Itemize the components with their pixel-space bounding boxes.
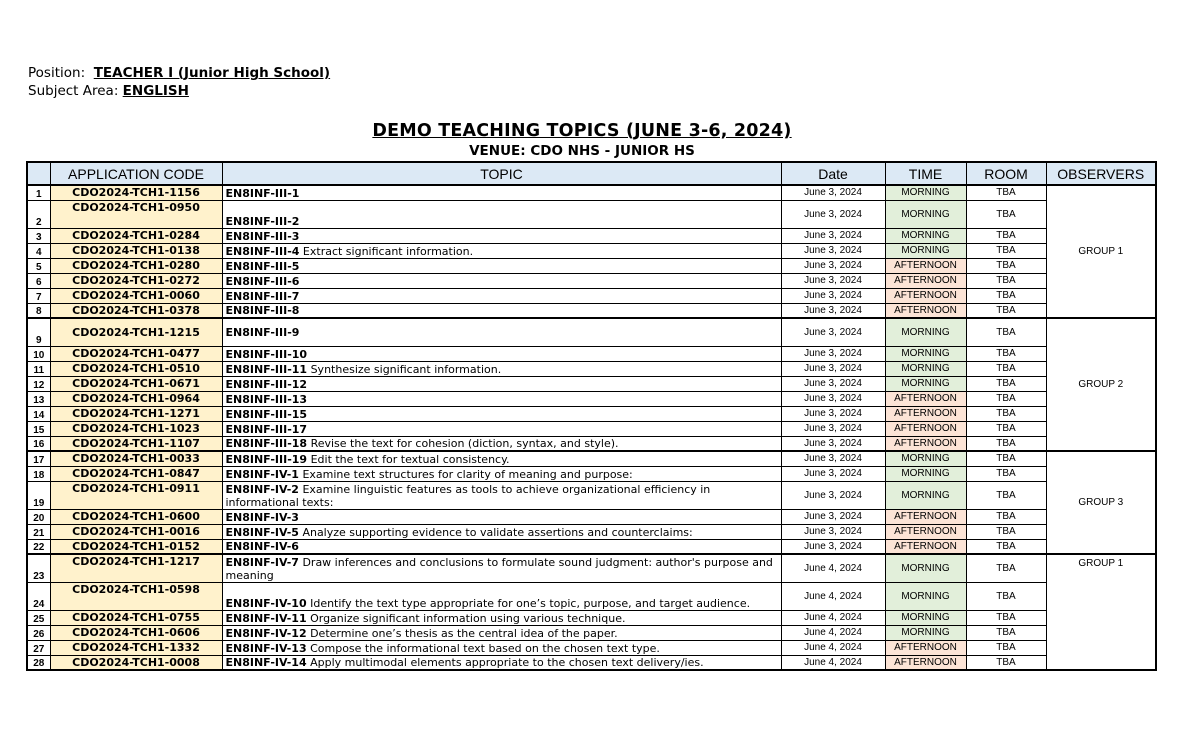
time-cell: AFTERNOON (885, 640, 966, 655)
room-cell: TBA (966, 451, 1046, 466)
table-row (27, 243, 1156, 258)
table-row (27, 421, 1156, 436)
application-code: CDO2024-TCH1-0284 (50, 228, 222, 243)
topic-cell (222, 303, 781, 318)
topic-description: Examine text structures for clarity of meaning and purpose: (298, 467, 633, 481)
time-cell: MORNING (885, 625, 966, 640)
room-cell: TBA (966, 466, 1046, 481)
topic-code: EN8INF-IV-12 (225, 626, 307, 640)
time-cell: MORNING (885, 554, 966, 582)
topic-code: EN8INF-IV-11 (225, 611, 307, 625)
date-cell: June 3, 2024 (781, 391, 885, 406)
room-cell: TBA (966, 655, 1046, 670)
table-row (27, 481, 1156, 509)
row-number: 21 (27, 524, 50, 539)
row-number: 15 (27, 421, 50, 436)
room-cell: TBA (966, 421, 1046, 436)
date-cell: June 4, 2024 (781, 640, 885, 655)
topic-code: EN8INF-III-13 (225, 392, 308, 406)
date-cell: June 4, 2024 (781, 582, 885, 610)
application-code: CDO2024-TCH1-0510 (50, 361, 222, 376)
time-cell: MORNING (885, 376, 966, 391)
topic-cell (222, 391, 781, 406)
row-number: 17 (27, 451, 50, 466)
table-row (27, 466, 1156, 481)
room-cell: TBA (966, 436, 1046, 451)
topic-cell (222, 228, 781, 243)
topic-code: EN8INF-III-9 (225, 325, 300, 339)
table-row (27, 258, 1156, 273)
date-cell: June 3, 2024 (781, 539, 885, 554)
observers-group: GROUP 3 (1046, 451, 1156, 554)
topic-code: EN8INF-IV-2 (225, 482, 299, 496)
col-header-room: ROOM (966, 162, 1046, 185)
application-code: CDO2024-TCH1-1023 (50, 421, 222, 436)
topic-code: EN8INF-III-10 (225, 347, 308, 361)
time-cell: AFTERNOON (885, 288, 966, 303)
room-cell: TBA (966, 273, 1046, 288)
room-cell: TBA (966, 509, 1046, 524)
application-code: CDO2024-TCH1-0378 (50, 303, 222, 318)
col-header-number (27, 162, 50, 185)
schedule-table (26, 161, 1157, 671)
col-header-topic: TOPIC (222, 162, 781, 185)
application-code: CDO2024-TCH1-0847 (50, 466, 222, 481)
topic-cell (222, 406, 781, 421)
observers-group: GROUP 2 (1046, 318, 1156, 451)
topic-cell (222, 436, 781, 451)
topic-description: Edit the text for textual consistency. (307, 452, 510, 466)
time-cell: AFTERNOON (885, 273, 966, 288)
application-code: CDO2024-TCH1-1332 (50, 640, 222, 655)
topic-cell (222, 509, 781, 524)
time-cell: MORNING (885, 228, 966, 243)
topic-cell (222, 655, 781, 670)
table-row (27, 610, 1156, 625)
room-cell: TBA (966, 640, 1046, 655)
table-body (27, 185, 1156, 670)
room-cell: TBA (966, 258, 1046, 273)
table-row (27, 303, 1156, 318)
topic-code: EN8INF-IV-3 (225, 510, 299, 524)
topic-description: Extract significant information. (299, 244, 474, 258)
observers-group: GROUP 1 (1046, 554, 1156, 670)
topic-code: EN8INF-III-15 (225, 407, 308, 421)
time-cell: MORNING (885, 361, 966, 376)
date-cell: June 4, 2024 (781, 625, 885, 640)
position-line (28, 64, 330, 82)
time-cell: AFTERNOON (885, 406, 966, 421)
date-cell: June 3, 2024 (781, 406, 885, 421)
table-header-row (27, 162, 1156, 185)
topic-cell (222, 466, 781, 481)
table-row (27, 346, 1156, 361)
date-cell: June 3, 2024 (781, 524, 885, 539)
application-code: CDO2024-TCH1-0477 (50, 346, 222, 361)
topic-description: Revise the text for cohesion (diction, syntax, and style). (307, 437, 619, 450)
col-header-date: Date (781, 162, 885, 185)
topic-cell (222, 625, 781, 640)
room-cell: TBA (966, 554, 1046, 582)
table-row (27, 406, 1156, 421)
date-cell: June 3, 2024 (781, 303, 885, 318)
table-row (27, 625, 1156, 640)
row-number: 14 (27, 406, 50, 421)
table-row (27, 524, 1156, 539)
time-cell: AFTERNOON (885, 509, 966, 524)
date-cell: June 4, 2024 (781, 554, 885, 582)
topic-code: EN8INF-III-18 (225, 437, 308, 450)
row-number: 9 (27, 318, 50, 346)
table-row (27, 273, 1156, 288)
table-row (27, 554, 1156, 582)
date-cell: June 4, 2024 (781, 610, 885, 625)
table-row (27, 509, 1156, 524)
table-row (27, 582, 1156, 610)
room-cell: TBA (966, 376, 1046, 391)
topic-description: Synthesize significant information. (307, 362, 502, 376)
application-code: CDO2024-TCH1-0280 (50, 258, 222, 273)
date-cell: June 3, 2024 (781, 288, 885, 303)
topic-cell (222, 243, 781, 258)
room-cell: TBA (966, 288, 1046, 303)
topic-description: Compose the informational text based on the chosen text type. (306, 641, 660, 655)
date-cell: June 3, 2024 (781, 228, 885, 243)
topic-code: EN8INF-III-5 (225, 259, 300, 273)
row-number: 20 (27, 509, 50, 524)
topic-code: EN8INF-IV-7 (225, 555, 299, 569)
application-code: CDO2024-TCH1-1215 (50, 318, 222, 346)
room-cell: TBA (966, 524, 1046, 539)
row-number: 24 (27, 582, 50, 610)
row-number: 18 (27, 466, 50, 481)
room-cell: TBA (966, 318, 1046, 346)
application-code: CDO2024-TCH1-0016 (50, 524, 222, 539)
time-cell: AFTERNOON (885, 258, 966, 273)
application-code: CDO2024-TCH1-1107 (50, 436, 222, 451)
row-number: 1 (27, 185, 50, 200)
topic-cell (222, 318, 781, 346)
room-cell: TBA (966, 610, 1046, 625)
table-row (27, 318, 1156, 346)
row-number: 12 (27, 376, 50, 391)
date-cell: June 3, 2024 (781, 466, 885, 481)
table-row (27, 185, 1156, 200)
topic-code: EN8INF-III-12 (225, 377, 308, 391)
time-cell: AFTERNOON (885, 539, 966, 554)
topic-cell (222, 481, 781, 509)
application-code: CDO2024-TCH1-0598 (50, 582, 222, 610)
topic-code: EN8INF-III-4 (225, 244, 300, 258)
time-cell: AFTERNOON (885, 655, 966, 670)
date-cell: June 3, 2024 (781, 258, 885, 273)
venue-subtitle: VENUE: CDO NHS - JUNIOR HS (469, 143, 695, 159)
table-row (27, 391, 1156, 406)
topic-cell (222, 421, 781, 436)
topic-cell (222, 640, 781, 655)
row-number: 19 (27, 481, 50, 509)
topic-code: EN8INF-III-8 (225, 304, 300, 317)
row-number: 25 (27, 610, 50, 625)
room-cell: TBA (966, 243, 1046, 258)
row-number: 10 (27, 346, 50, 361)
date-cell: June 3, 2024 (781, 243, 885, 258)
subject-line (28, 82, 189, 100)
room-cell: TBA (966, 185, 1046, 200)
topic-code: EN8INF-III-2 (225, 214, 300, 228)
row-number: 13 (27, 391, 50, 406)
topic-code: EN8INF-III-17 (225, 422, 308, 436)
col-header-observers: OBSERVERS (1046, 162, 1156, 185)
time-cell: MORNING (885, 610, 966, 625)
topic-code: EN8INF-IV-13 (225, 641, 307, 655)
row-number: 26 (27, 625, 50, 640)
application-code: CDO2024-TCH1-0272 (50, 273, 222, 288)
time-cell: MORNING (885, 481, 966, 509)
application-code: CDO2024-TCH1-1156 (50, 185, 222, 200)
topic-code: EN8INF-III-3 (225, 229, 300, 243)
observers-group: GROUP 1 (1046, 185, 1156, 318)
topic-cell (222, 376, 781, 391)
room-cell: TBA (966, 303, 1046, 318)
table-row (27, 451, 1156, 466)
application-code: CDO2024-TCH1-0008 (50, 655, 222, 670)
row-number: 23 (27, 554, 50, 582)
topic-code: EN8INF-IV-14 (225, 656, 307, 669)
topic-code: EN8INF-III-11 (225, 362, 308, 376)
topic-code: EN8INF-IV-5 (225, 525, 299, 539)
row-number: 27 (27, 640, 50, 655)
topic-code: EN8INF-IV-1 (225, 467, 299, 481)
topic-cell (222, 610, 781, 625)
topic-code: EN8INF-IV-6 (225, 540, 299, 553)
application-code: CDO2024-TCH1-1217 (50, 554, 222, 582)
topic-cell (222, 582, 781, 610)
topic-description: Identify the text type appropriate for one’s topic, purpose, and target audience. (306, 596, 751, 610)
topic-code: EN8INF-III-7 (225, 289, 300, 303)
application-code: CDO2024-TCH1-0152 (50, 539, 222, 554)
topic-cell (222, 554, 781, 582)
time-cell: AFTERNOON (885, 303, 966, 318)
time-cell: AFTERNOON (885, 524, 966, 539)
topic-cell (222, 200, 781, 228)
topic-description: Apply multimodal elements appropriate to the chosen text delivery/ies. (306, 656, 704, 669)
application-code: CDO2024-TCH1-0060 (50, 288, 222, 303)
date-cell: June 3, 2024 (781, 376, 885, 391)
table-row (27, 361, 1156, 376)
topic-cell (222, 361, 781, 376)
date-cell: June 3, 2024 (781, 451, 885, 466)
room-cell: TBA (966, 346, 1046, 361)
topic-cell (222, 273, 781, 288)
room-cell: TBA (966, 625, 1046, 640)
time-cell: MORNING (885, 466, 966, 481)
room-cell: TBA (966, 582, 1046, 610)
table-row (27, 655, 1156, 670)
date-cell: June 3, 2024 (781, 346, 885, 361)
time-cell: MORNING (885, 346, 966, 361)
row-number: 6 (27, 273, 50, 288)
topic-cell (222, 346, 781, 361)
application-code: CDO2024-TCH1-0606 (50, 625, 222, 640)
subject-value: ENGLISH (122, 83, 189, 99)
time-cell: MORNING (885, 200, 966, 228)
room-cell: TBA (966, 539, 1046, 554)
room-cell: TBA (966, 391, 1046, 406)
row-number: 28 (27, 655, 50, 670)
room-cell: TBA (966, 200, 1046, 228)
application-code: CDO2024-TCH1-0033 (50, 451, 222, 466)
row-number: 22 (27, 539, 50, 554)
room-cell: TBA (966, 481, 1046, 509)
date-cell: June 3, 2024 (781, 361, 885, 376)
application-code: CDO2024-TCH1-0964 (50, 391, 222, 406)
time-cell: MORNING (885, 582, 966, 610)
row-number: 7 (27, 288, 50, 303)
document-title: DEMO TEACHING TOPICS (JUNE 3-6, 2024) (372, 121, 792, 141)
application-code: CDO2024-TCH1-0911 (50, 481, 222, 509)
time-cell: AFTERNOON (885, 436, 966, 451)
topic-cell (222, 524, 781, 539)
row-number: 8 (27, 303, 50, 318)
room-cell: TBA (966, 406, 1046, 421)
time-cell: MORNING (885, 451, 966, 466)
application-code: CDO2024-TCH1-0138 (50, 243, 222, 258)
col-header-application-code: APPLICATION CODE (50, 162, 222, 185)
date-cell: June 3, 2024 (781, 481, 885, 509)
room-cell: TBA (966, 361, 1046, 376)
table-row (27, 539, 1156, 554)
topic-code: EN8INF-IV-10 (225, 596, 307, 610)
application-code: CDO2024-TCH1-0755 (50, 610, 222, 625)
topic-cell (222, 185, 781, 200)
date-cell: June 3, 2024 (781, 318, 885, 346)
position-value: TEACHER I (Junior High School) (93, 65, 331, 81)
topic-code: EN8INF-III-19 (225, 452, 308, 466)
date-cell: June 3, 2024 (781, 436, 885, 451)
topic-description: Organize significant information using various technique. (306, 611, 626, 625)
row-number: 2 (27, 200, 50, 228)
table-row (27, 288, 1156, 303)
topic-cell (222, 451, 781, 466)
table-row (27, 200, 1156, 228)
date-cell: June 3, 2024 (781, 273, 885, 288)
date-cell: June 3, 2024 (781, 509, 885, 524)
row-number: 5 (27, 258, 50, 273)
application-code: CDO2024-TCH1-0600 (50, 509, 222, 524)
time-cell: MORNING (885, 185, 966, 200)
col-header-time: TIME (885, 162, 966, 185)
table-row (27, 376, 1156, 391)
topic-cell (222, 258, 781, 273)
application-code: CDO2024-TCH1-0671 (50, 376, 222, 391)
time-cell: MORNING (885, 243, 966, 258)
row-number: 4 (27, 243, 50, 258)
topic-cell (222, 539, 781, 554)
topic-description: Determine one’s thesis as the central idea of the paper. (306, 626, 618, 640)
topic-description: Analyze supporting evidence to validate assertions and counterclaims: (298, 525, 693, 539)
topic-cell (222, 288, 781, 303)
time-cell: MORNING (885, 318, 966, 346)
date-cell: June 4, 2024 (781, 655, 885, 670)
application-code: CDO2024-TCH1-0950 (50, 200, 222, 228)
topic-code: EN8INF-III-6 (225, 274, 300, 288)
application-code: CDO2024-TCH1-1271 (50, 406, 222, 421)
table-row (27, 436, 1156, 451)
topic-description: Examine linguistic features as tools to achieve organizational efficiency in informational texts: (225, 482, 711, 509)
position-label: Position: (28, 65, 86, 81)
date-cell: June 3, 2024 (781, 185, 885, 200)
row-number: 16 (27, 436, 50, 451)
room-cell: TBA (966, 228, 1046, 243)
row-number: 3 (27, 228, 50, 243)
table-row (27, 640, 1156, 655)
topic-code: EN8INF-III-1 (225, 186, 300, 200)
table-row (27, 228, 1156, 243)
time-cell: AFTERNOON (885, 391, 966, 406)
subject-label: Subject Area: (28, 83, 119, 99)
time-cell: AFTERNOON (885, 421, 966, 436)
row-number: 11 (27, 361, 50, 376)
date-cell: June 3, 2024 (781, 421, 885, 436)
date-cell: June 3, 2024 (781, 200, 885, 228)
topic-description: Draw inferences and conclusions to formulate sound judgment: author's purpose and meaning (225, 555, 773, 582)
